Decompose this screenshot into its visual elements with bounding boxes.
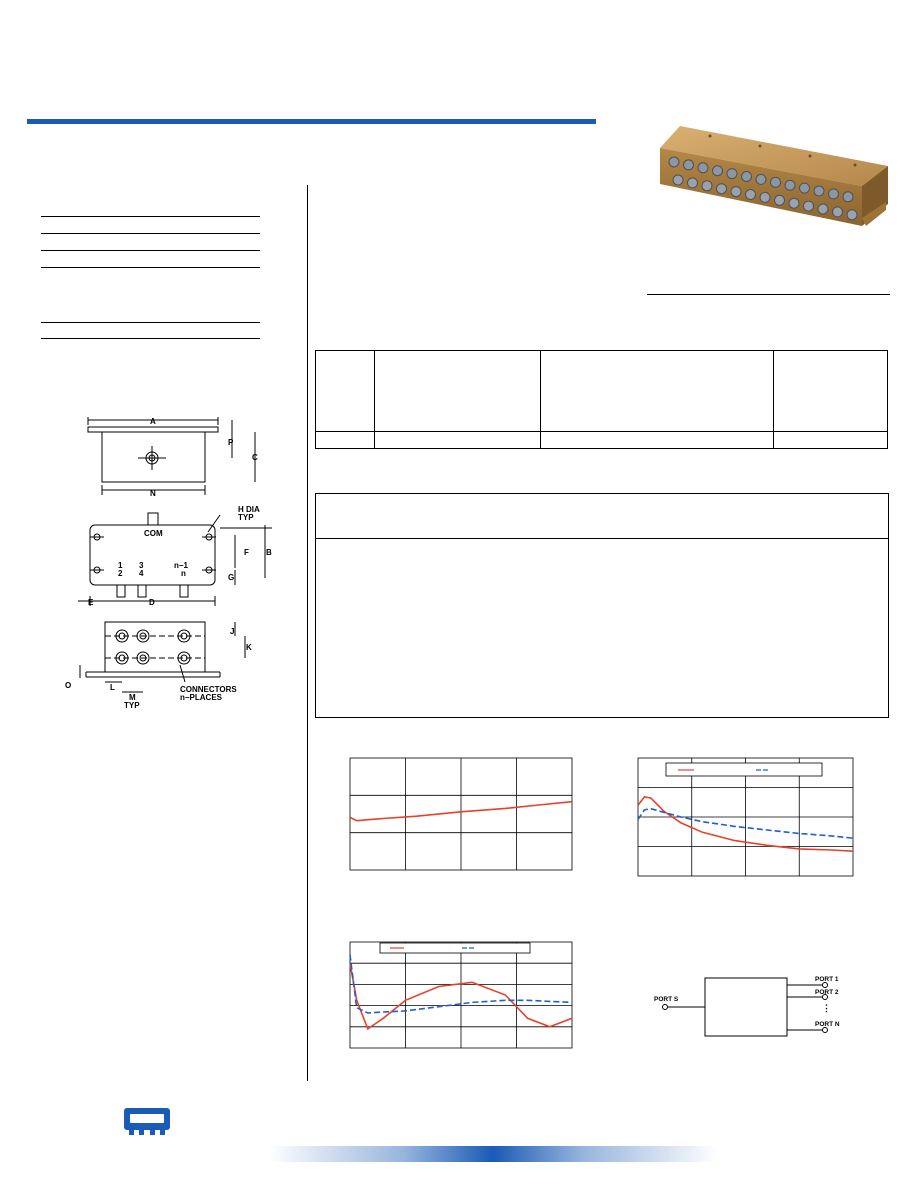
- dim-c: C: [252, 453, 258, 462]
- connector-upper: [800, 183, 810, 193]
- dim-k: K: [246, 643, 252, 652]
- connector-lower: [833, 207, 843, 217]
- port-label-1: 1: [118, 561, 123, 570]
- connector-upper: [756, 174, 766, 184]
- footer-gradient-bar: [268, 1146, 718, 1162]
- connector-lower: [789, 198, 799, 208]
- connector-upper: [829, 189, 839, 199]
- footer-logo-icon: [121, 1106, 173, 1136]
- dim-g: G: [228, 573, 235, 582]
- dim-o: O: [65, 681, 72, 690]
- connector-upper: [727, 169, 737, 179]
- port-s-label: PORT S: [654, 996, 679, 1003]
- connector-upper: [771, 177, 781, 187]
- connector-lower: [847, 210, 857, 220]
- connector-lower: [673, 175, 683, 185]
- specifications-box: [315, 493, 889, 718]
- block-diagram: [650, 968, 850, 1048]
- chart-1: [340, 750, 580, 876]
- chart-2-legend: [666, 763, 822, 776]
- connector-lower: [775, 195, 785, 205]
- label-typ: TYP: [238, 513, 254, 522]
- connector-lower: [746, 190, 756, 200]
- product-photo: [640, 122, 892, 240]
- dim-m-typ: TYP: [124, 701, 140, 710]
- connector-lower: [760, 192, 770, 202]
- port-label-4: 4: [139, 569, 144, 578]
- connector-upper: [713, 166, 723, 176]
- column-divider: [307, 185, 308, 1081]
- connector-upper: [669, 157, 679, 167]
- port-label-2: 2: [118, 569, 123, 578]
- header-rule: [27, 119, 596, 124]
- dim-a: A: [150, 417, 156, 426]
- model-table: [315, 350, 888, 449]
- connector-upper: [698, 163, 708, 173]
- dim-d: D: [149, 598, 155, 607]
- port-n-label: PORT N: [815, 1021, 840, 1028]
- connector-upper: [684, 160, 694, 170]
- port-label-n: n: [181, 569, 186, 578]
- connector-lower: [688, 178, 698, 188]
- dim-n: N: [150, 489, 156, 498]
- label-connectors: CONNECTORS: [180, 685, 237, 694]
- connector-lower: [804, 201, 814, 211]
- connector-upper: [742, 172, 752, 182]
- label-com: COM: [144, 529, 163, 538]
- chart-3-legend: [380, 943, 530, 953]
- connector-upper: [843, 192, 853, 202]
- dim-b: B: [266, 548, 272, 557]
- photo-caption-rule: [647, 294, 890, 295]
- dim-j: J: [230, 627, 235, 636]
- connector-lower: [702, 181, 712, 191]
- connector-upper: [814, 186, 824, 196]
- chart-3: [340, 936, 580, 1054]
- dim-e: E: [88, 598, 94, 607]
- port-2-label: PORT 2: [815, 989, 839, 996]
- dim-f: F: [244, 548, 249, 557]
- label-n-places: n−PLACES: [180, 693, 223, 702]
- port-label-n-1: n−1: [174, 561, 189, 570]
- connector-lower: [717, 184, 727, 194]
- dim-l: L: [110, 683, 115, 692]
- dim-m: M: [129, 693, 136, 702]
- chart-2: [628, 750, 860, 882]
- connector-upper: [785, 180, 795, 190]
- connector-lower: [818, 204, 828, 214]
- dim-p: P: [228, 438, 234, 447]
- port-ellipsis: ⋮: [822, 1003, 831, 1013]
- mechanical-drawing: [60, 410, 290, 710]
- label-h-dia: H DIA: [238, 505, 260, 514]
- port-label-3: 3: [139, 561, 144, 570]
- connector-lower: [731, 187, 741, 197]
- port-1-label: PORT 1: [815, 976, 839, 983]
